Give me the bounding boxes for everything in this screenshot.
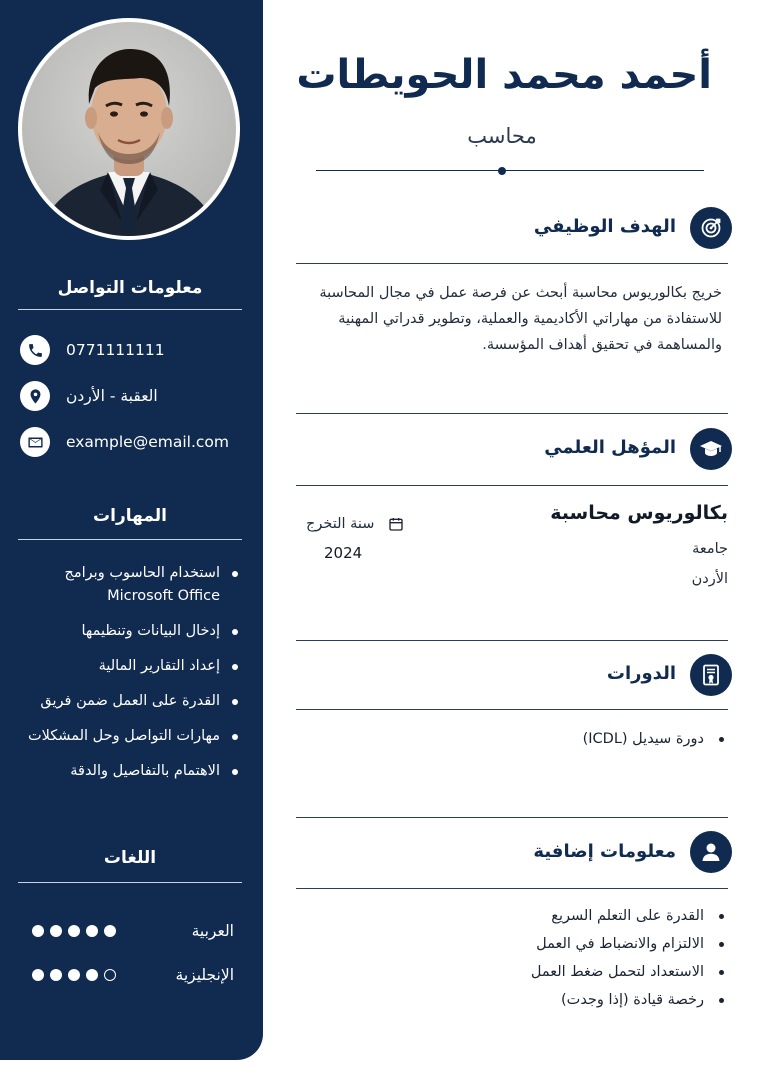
- calendar-icon: [388, 516, 404, 532]
- level-dot-filled: [50, 925, 62, 937]
- university-line: جامعة: [692, 541, 728, 557]
- language-name: الإنجليزية: [175, 966, 234, 984]
- divider: [18, 309, 242, 310]
- courses-list: [583, 725, 728, 753]
- phone-number[interactable]: 0771111111: [66, 341, 165, 359]
- sidebar: [0, 0, 263, 1060]
- contact-email-row: [20, 427, 242, 457]
- level-dot-filled: [68, 925, 80, 937]
- contact-heading: معلومات التواصل: [57, 278, 203, 298]
- profile-photo-illustration: [22, 22, 236, 236]
- additional-list: [531, 902, 728, 1014]
- skill-text: القدرة على العمل ضمن فريق: [40, 693, 220, 709]
- level-dot-empty: [104, 969, 116, 981]
- skill-text: إدخال البيانات وتنظيمها: [81, 623, 220, 639]
- section-divider: [296, 485, 728, 486]
- list-item: الاستعداد لتحمل ضغط العمل: [531, 958, 728, 986]
- skill-text: مهارات التواصل وحل المشكلات: [27, 728, 220, 744]
- skills-heading: المهارات: [93, 506, 167, 526]
- divider: [18, 539, 242, 540]
- list-item: [8, 655, 244, 678]
- list-item: [8, 690, 244, 713]
- list-item: [8, 725, 244, 748]
- user-icon: [690, 831, 732, 873]
- list-item: القدرة على التعلم السريع: [531, 902, 728, 930]
- university-line: الأردن: [691, 571, 728, 587]
- profile-photo: [22, 22, 236, 236]
- language-row: [32, 919, 234, 943]
- skill-text: Microsoft Office: [107, 588, 220, 604]
- phone-icon: [20, 335, 50, 365]
- list-item: [8, 620, 244, 643]
- objective-title: الهدف الوظيفي: [533, 216, 676, 237]
- level-dot-filled: [104, 925, 116, 937]
- list-item: الالتزام والانضباط في العمل: [531, 930, 728, 958]
- graduation-year-label: سنة التخرج: [306, 516, 375, 532]
- divider: [18, 882, 242, 883]
- target-icon: [690, 207, 732, 249]
- location-text: العقبة - الأردن: [66, 387, 158, 405]
- section-divider: [296, 888, 728, 889]
- level-dot-filled: [32, 969, 44, 981]
- skill-text: الاهتمام بالتفاصيل والدقة: [70, 763, 220, 779]
- graduation-year: 2024: [324, 544, 363, 562]
- courses-title: الدورات: [606, 663, 676, 684]
- title-divider-dot: [498, 167, 506, 175]
- level-dot-filled: [86, 925, 98, 937]
- languages-heading: اللغات: [103, 848, 157, 868]
- full-name: أحمد محمد الحويطات: [296, 52, 712, 98]
- education-title: المؤهل العلمي: [544, 437, 676, 458]
- level-dot-filled: [68, 969, 80, 981]
- section-divider: [296, 413, 728, 414]
- list-item: رخصة قيادة (إذا وجدت): [531, 986, 728, 1014]
- section-divider: [296, 817, 728, 818]
- language-name: العربية: [191, 922, 234, 940]
- level-dot-filled: [32, 925, 44, 937]
- skill-text: استخدام الحاسوب وبرامج: [64, 565, 220, 581]
- degree-title: بكالوريوس محاسبة: [550, 502, 728, 524]
- language-level-dots: [32, 925, 116, 937]
- list-item: [8, 760, 244, 783]
- graduation-cap-icon: [690, 428, 732, 470]
- contact-location-row: [20, 381, 242, 411]
- language-level-dots: [32, 969, 116, 981]
- language-row: [32, 963, 234, 987]
- title-divider: [316, 170, 704, 171]
- email-address[interactable]: example@email.com: [66, 433, 229, 451]
- list-item: [8, 562, 244, 608]
- section-divider: [296, 263, 728, 264]
- graduation-label: [306, 516, 404, 532]
- skill-text: إعداد التقارير المالية: [98, 658, 220, 674]
- location-pin-icon: [20, 381, 50, 411]
- objective-text: خريج بكالوريوس محاسبة أبحث عن فرصة عمل في مجال المحاسبة للاستفادة من مهاراتي الأكاديمية والعملية، وتطوير قدراتي المهنية والمساهمة في تحقيق أهداف المؤسسة.: [319, 285, 722, 353]
- level-dot-filled: [50, 969, 62, 981]
- level-dot-filled: [86, 969, 98, 981]
- additional-title: معلومات إضافية: [533, 841, 676, 862]
- job-title: محاسب: [467, 124, 537, 148]
- section-divider: [296, 709, 728, 710]
- contact-phone-row: [20, 335, 242, 365]
- list-item: دورة سيديل (ICDL): [583, 725, 728, 753]
- section-divider: [296, 640, 728, 641]
- profile-photo-frame: [18, 18, 240, 240]
- skills-list: [8, 562, 244, 795]
- envelope-icon: [20, 427, 50, 457]
- certificate-icon: [690, 654, 732, 696]
